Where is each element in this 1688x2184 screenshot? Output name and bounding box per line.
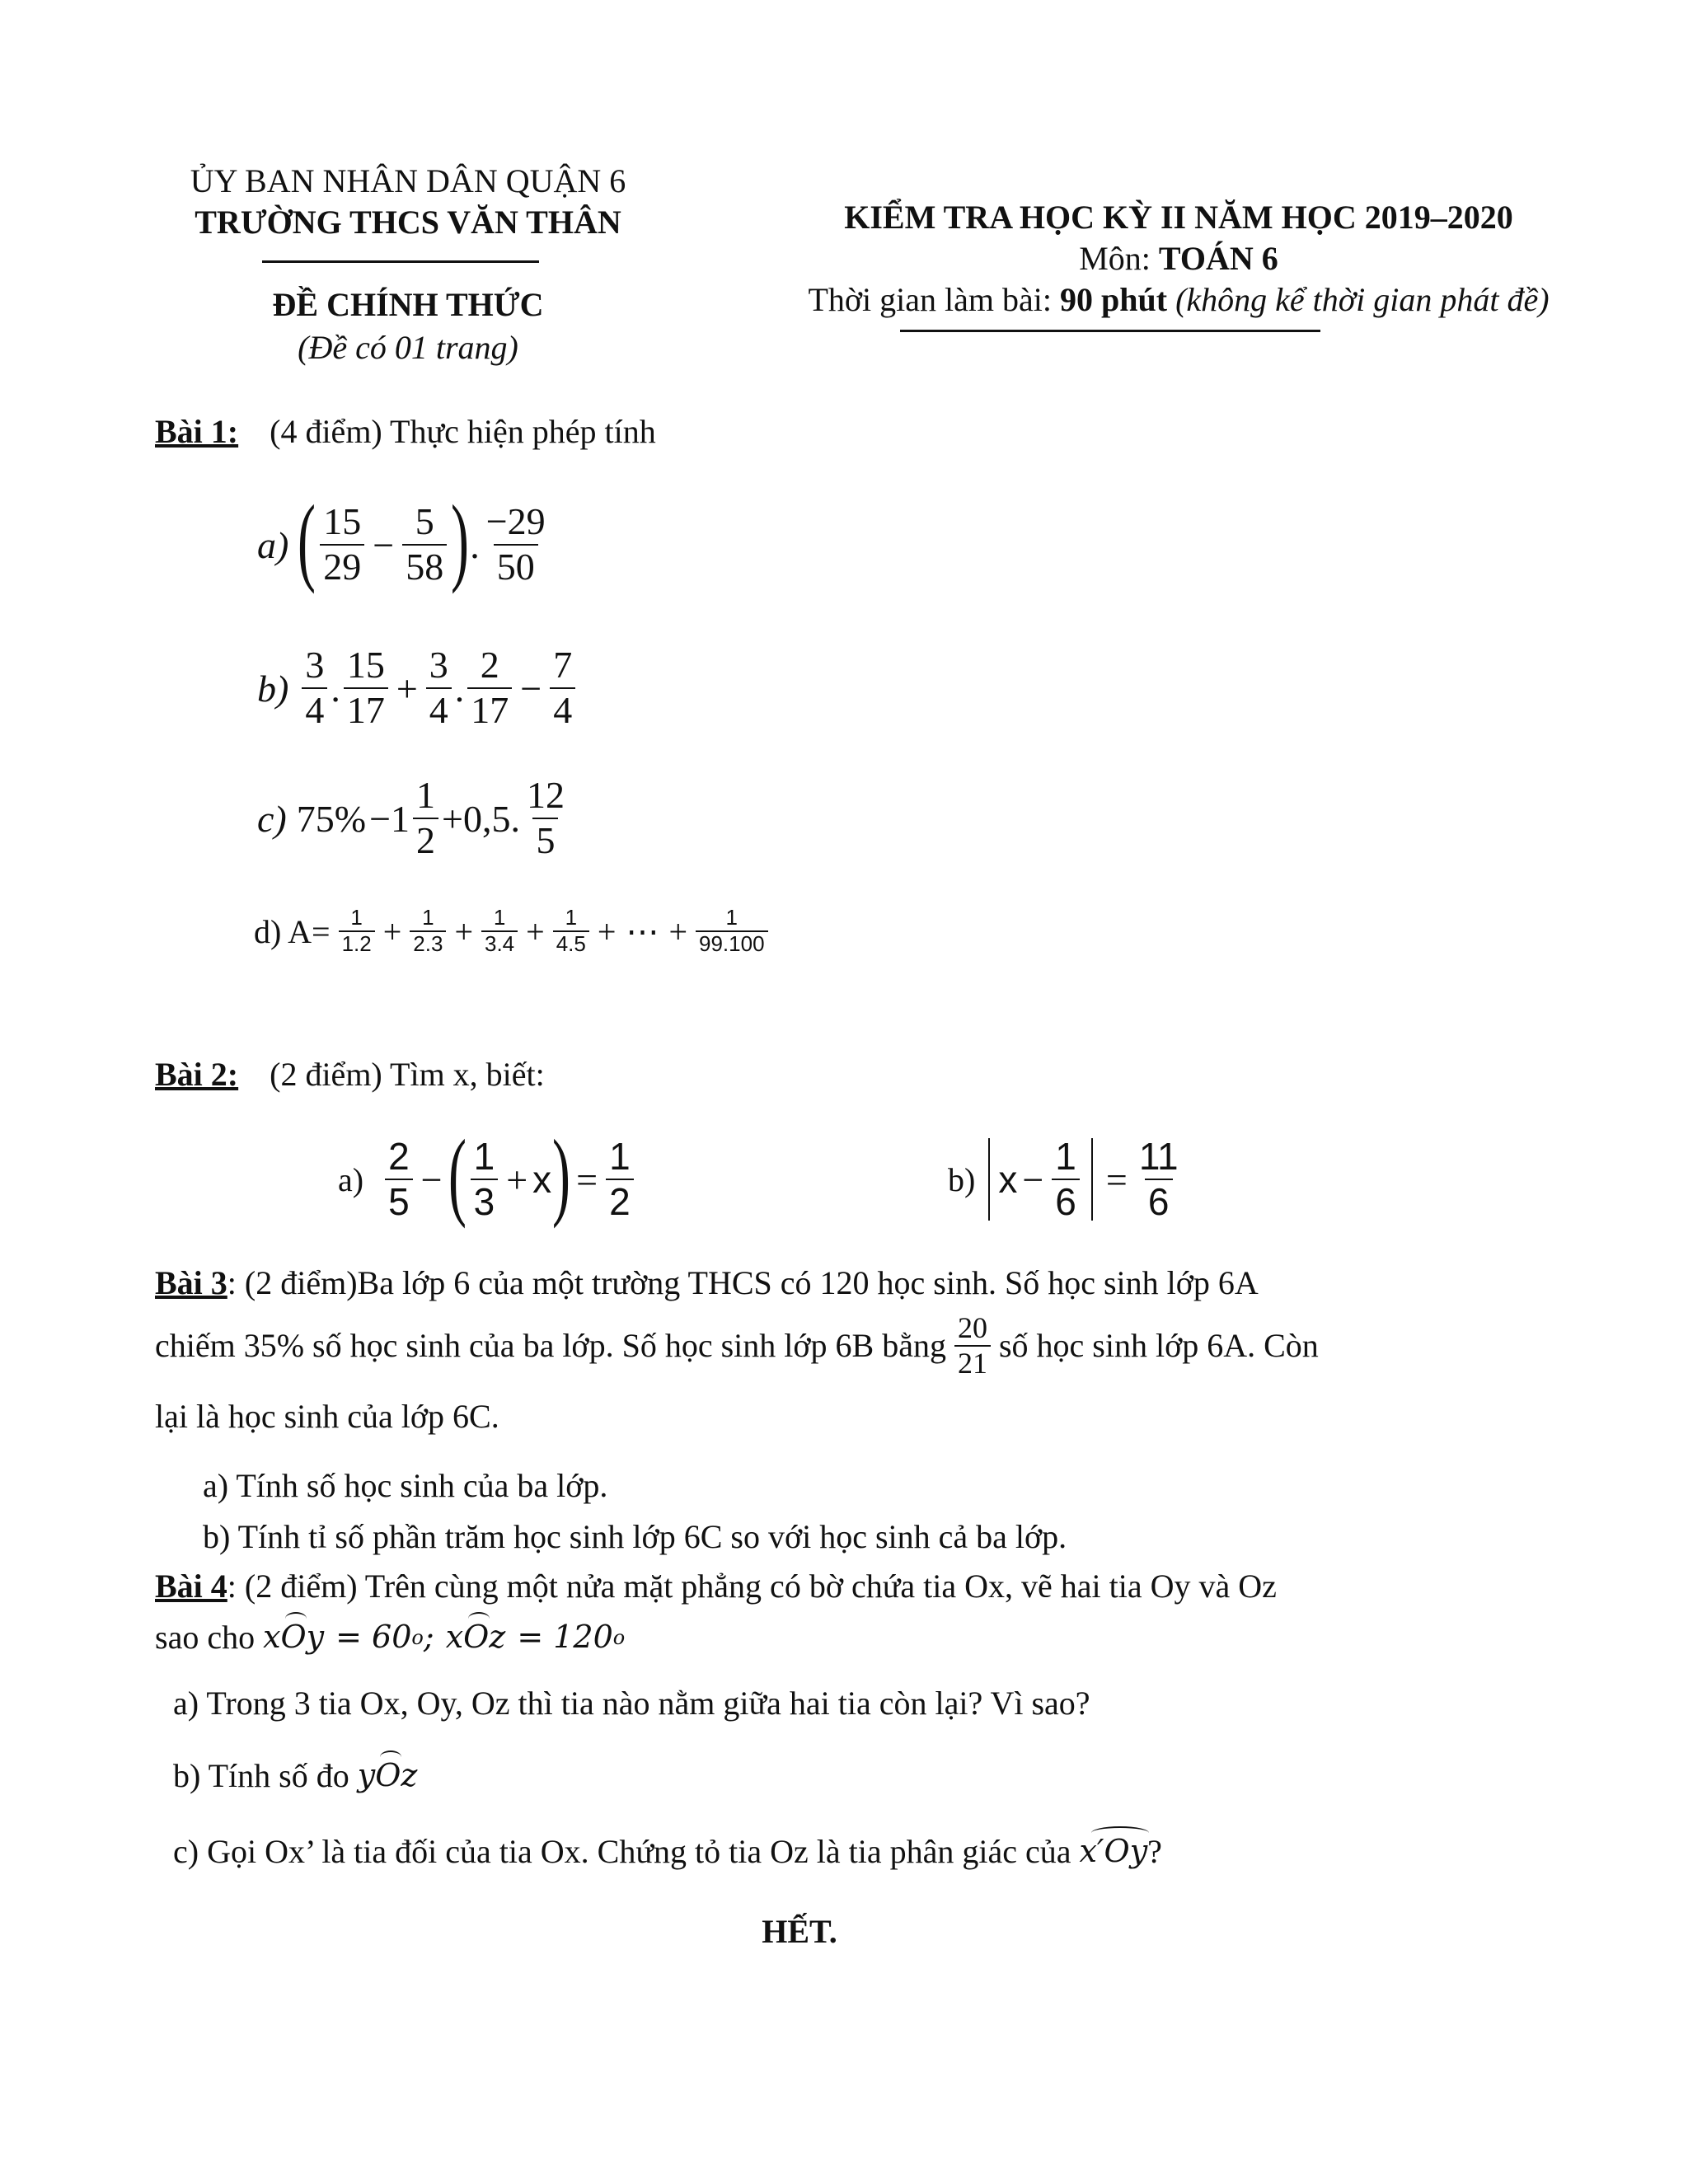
angle-xprime-o-y: x′Oy — [1079, 1833, 1148, 1870]
time-note: (không kể thời gian phát đề) — [1175, 281, 1550, 318]
subject-value: TOÁN 6 — [1158, 240, 1278, 277]
bai1-desc: (4 điểm) Thực hiện phép tính — [270, 413, 656, 450]
abs-bar-right — [1091, 1138, 1093, 1221]
bai2-b-expression: b) x − $\frac{1}{6}$ = $\frac{11}{6}$ — [948, 1135, 1179, 1223]
official-label: ĐỀ CHÍNH THỨC — [272, 286, 544, 323]
bai2-a-expression: a) $\frac{2}{5}$ − ( $\frac{1}{3}$ + x ) = $\frac{1}{2}$ — [338, 1126, 637, 1233]
bai2-b-label: b) — [948, 1160, 976, 1198]
bai4-title: Bài 4 — [155, 1568, 227, 1605]
open-paren: ( — [298, 485, 316, 594]
bai1-heading — [155, 412, 656, 452]
bai3-line3: lại là học sinh của lớp 6C. — [155, 1398, 499, 1435]
angle-hat: O — [463, 1619, 490, 1656]
bai2-title: Bài 2: — [155, 1056, 239, 1093]
bai3-line2: chiếm 35% số học sinh của ba lớp. Số học sinh lớp 6B bằng $\frac{20}{21}$ số học sinh lớp 6A. Còn — [155, 1310, 1319, 1380]
fraction: $\frac{15}{29}$ — [320, 500, 364, 589]
abs-bar-left — [988, 1138, 990, 1221]
bai1-d-expression: d) A= $\frac{1}{1.2}$ + $\frac{1}{2.3}$ + $\frac{1}{3.4}$ + $\frac{1}{4.5}$ + ⋯ + $\frac{1}{99.100}$ — [254, 898, 771, 964]
bai4-line1: Bài 4: (2 điểm) Trên cùng một nửa mặt phẳng có bờ chứa tia Ox, vẽ hai tia Oy và Oz — [155, 1568, 1277, 1605]
close-paren: ) — [451, 485, 470, 594]
bai2-a-label: a) — [338, 1160, 364, 1198]
header-school: TRƯỜNG THCS VĂN THÂN — [195, 204, 621, 241]
bai2-desc: (2 điểm) Tìm x, biết: — [270, 1056, 545, 1093]
bai2-heading — [155, 1055, 545, 1094]
bai4-line2: sao cho xOy = 60 o ; xOz = 120 o — [155, 1619, 626, 1656]
bai1-d-label: d) A= — [254, 912, 331, 950]
bai1-b-expression: b) $\frac{3}{4}$ . $\frac{15}{17}$ + $\frac{3}{4}$ . $\frac{2}{17}$ − $\frac{7}{4}$ — [257, 635, 579, 742]
bai4-question-c: c) Gọi Ox’ là tia đối của tia Ox. Chứng tỏ tia Oz là tia phân giác của x′Oy ? — [173, 1833, 1162, 1870]
bai4-question-b: b) Tính số đo yOz — [173, 1757, 418, 1794]
subject-label: Môn: — [1079, 240, 1151, 277]
time-label: Thời gian làm bài: — [808, 281, 1052, 318]
bai3-question-a: a) Tính số học sinh của ba lớp. — [203, 1467, 608, 1504]
subject-line — [725, 239, 1632, 279]
fraction: $\frac{-29}{50}$ — [485, 500, 546, 588]
angle-hat: O — [280, 1619, 307, 1656]
time-value: 90 phút — [1060, 281, 1168, 318]
header-left-divider — [262, 260, 539, 263]
bai3-question-b: b) Tính tỉ số phần trăm học sinh lớp 6C so với học sinh cả ba lớp. — [203, 1518, 1067, 1555]
bai4-question-a: a) Trong 3 tia Ox, Oy, Oz thì tia nào nằm giữa hai tia còn lại? Vì sao? — [173, 1685, 1090, 1722]
time-line — [725, 280, 1632, 320]
fraction: $\frac{5}{58}$ — [402, 500, 447, 589]
header-right-divider — [900, 330, 1320, 332]
bai1-title: Bài 1: — [155, 413, 239, 450]
bai1-a-expression: a) ( $\frac{15}{29}$ − $\frac{5}{58}$ ) . $\frac{-29}{50}$ — [257, 491, 552, 598]
bai1-b-label: b) — [257, 667, 289, 710]
header-authority: ỦY BAN NHÂN DÂN QUẬN 6 — [190, 162, 626, 199]
angle-hat: O — [375, 1757, 401, 1794]
end-mark: HẾT. — [762, 1913, 837, 1950]
fraction: $\frac{20}{21}$ — [954, 1311, 991, 1381]
pages-note: (Đề có 01 trang) — [298, 329, 518, 366]
bai3-title: Bài 3 — [155, 1264, 227, 1301]
exam-title: KIỂM TRA HỌC KỲ II NĂM HỌC 2019–2020 — [844, 199, 1513, 236]
bai3-line1: Bài 3: (2 điểm)Ba lớp 6 của một trường THCS có 120 học sinh. Số học sinh lớp 6A — [155, 1264, 1259, 1301]
bai1-c-expression: c) 75% −1 $\frac{1}{2}$ +0,5. $\frac{12}{5}$ — [257, 774, 565, 861]
bai1-c-label: c) — [257, 797, 287, 840]
bai1-a-label: a) — [257, 523, 289, 566]
